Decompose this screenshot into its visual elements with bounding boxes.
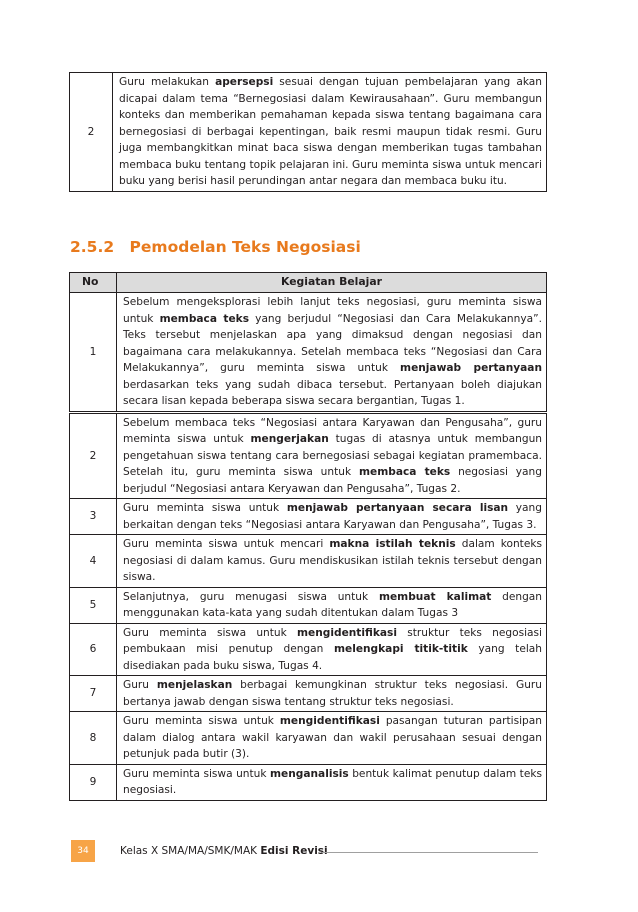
table-row [70,412,547,499]
activity-text [117,499,547,535]
activity-segment: Guru meminta siswa untuk mencari [123,538,330,550]
row-number: 1 [70,293,117,413]
table-row [70,764,547,800]
table-row [70,587,547,623]
activity-keyword: menjawab pertanyaan [400,362,542,374]
activity-segment: Sebelum membaca teks “Negosiasi antara Karyawan dan Pengusaha”, guru meminta siswa untuk [123,416,542,445]
row-number: 2 [70,73,113,192]
activity-keyword: mengidentifikasi [279,715,380,727]
footer-book-title [120,845,328,857]
activity-text [117,712,547,765]
activity-segment: pasangan tuturan partisipan dalam dialog antara wakil karyawan dan wakil perusahaan sesuai dengan petunjuk pada butir (3). [123,715,542,760]
activity-segment: sesuai dengan tujuan pembelajaran yang akan dicapai dalam tema “Bernegosiasi dalam Kewirausahaan”. Guru membangun konteks dan memberikan pemahaman kepada siswa tentang bagaimana cara bernegosiasi di berbagai kepentingan, baik resmi maupun tidak resmi. Guru juga membangkitkan minat baca siswa dengan memberikan tugas tambahan membaca buku tentang topik pelajaran ini. Guru meminta siswa untuk mencari buku yang berisi hasil perundingan antar negara dan membaca buku itu. [119,76,542,187]
activity-keyword: apersepsi [215,76,274,88]
activity-segment: dengan menggunakan kata-kata yang sudah ditentukan dalam Tugas 3 [123,590,543,619]
header-activity: Kegiatan Belajar [117,273,547,293]
activity-segment: Guru meminta siswa untuk [123,715,280,727]
activity-text [117,623,547,676]
table-row [70,73,547,192]
row-number: 4 [70,535,117,588]
activity-keyword: menjelaskan [156,679,233,691]
activity-keyword: mengidentifikasi [297,626,397,639]
activity-keyword: membaca teks [358,466,451,478]
activity-segment: bentuk kalimat penutup dalam teks negosiasi. [123,767,542,796]
activity-segment: Guru meminta siswa untuk [123,767,270,780]
row-number: 7 [70,676,117,712]
activity-text [117,676,547,712]
table-row [70,712,547,765]
activity-text [117,293,547,413]
activity-keyword: menjawab pertanyaan secara lisan [286,502,509,514]
table-body [70,293,547,801]
activity-segment: Guru melakukan [119,76,216,88]
activity-keyword: mengerjakan [250,433,329,445]
activity-segment: dalam konteks negosiasi di dalam kamus. Guru mendiskusikan istilah teknis tersebut dengan siswa. [123,538,543,583]
activity-segment: struktur teks negosiasi pembukaan misi penutup dengan [123,626,542,655]
activity-text [117,764,547,800]
section-heading [70,238,361,256]
activity-segment: Guru meminta siswa untuk [123,626,298,639]
table-row [70,535,547,588]
row-number: 9 [70,764,117,800]
activity-keyword: makna istilah teknis [329,538,456,550]
table-header-row [70,273,547,293]
footer-edition: Edisi Revisi [260,845,328,857]
activity-segment: yang telah disediakan pada buku siswa, Tugas 4. [123,643,542,672]
section-number: 2.5.2 [70,238,115,256]
activity-text [117,535,547,588]
activity-segment: tugas di atasnya untuk membangun pengetahuan siswa tentang cara bernegosiasi sebagai kegiatan pramembaca. Setelah itu, guru meminta siswa untuk [123,433,542,478]
top-table-body [70,73,547,192]
activity-text [113,73,547,192]
activity-segment: Guru meminta siswa untuk [123,502,287,514]
footer-book: Kelas X SMA/MA/SMK/MAK [120,845,258,857]
activity-segment: berbagai kemungkinan struktur teks negosiasi. Guru bertanya jawab dengan siswa tentang struktur teks negosiasi. [123,679,542,708]
activity-segment: berdasarkan teks yang sudah dibaca tersebut. Pertanyaan boleh diajukan secara lisan kepada beberapa siswa secara bergantian, Tugas 1. [123,378,542,407]
activity-segment: negosiasi yang berjudul “Negosiasi antara Keryawan dan Pengusaha”, Tugas 2. [123,466,542,495]
row-number: 8 [70,712,117,765]
header-no: No [70,273,117,293]
activity-keyword: membaca teks [159,312,250,325]
activity-keyword: menganalisis [270,767,349,780]
activity-keyword: melengkapi titik-titik [333,643,468,655]
table-row [70,293,547,413]
footer-rule [322,852,538,853]
page-number: 34 [71,840,95,862]
activity-segment: Guru [123,679,157,691]
section-title: Pemodelan Teks Negosiasi [129,238,361,256]
row-number: 3 [70,499,117,535]
table-row [70,623,547,676]
table-row [70,676,547,712]
top-activity-table [69,72,547,192]
activity-segment: Sebelum mengeksplorasi lebih lanjut teks negosiasi, guru meminta siswa untuk [123,296,542,325]
activity-segment: Selanjutnya, guru menugasi siswa untuk [123,590,379,603]
table-row [70,499,547,535]
activity-keyword: membuat kalimat [378,590,492,603]
activity-text [117,587,547,623]
activity-text [117,412,547,499]
row-number: 6 [70,623,117,676]
activity-segment: yang berjudul “Negosiasi dan Cara Melakukannya”. Teks tersebut menjelaskan apa yang dimaksud dengan negosiasi dan bagaimana cara melakukannya. Setelah membaca teks “Negosiasi dan Cara Melakukannya”, guru meminta siswa untuk [123,312,542,374]
row-number: 5 [70,587,117,623]
activity-segment: yang berkaitan dengan teks “Negosiasi antara Karyawan dan Pengusaha”, Tugas 3. [123,502,542,531]
learning-activity-table [69,272,547,801]
row-number: 2 [70,412,117,499]
